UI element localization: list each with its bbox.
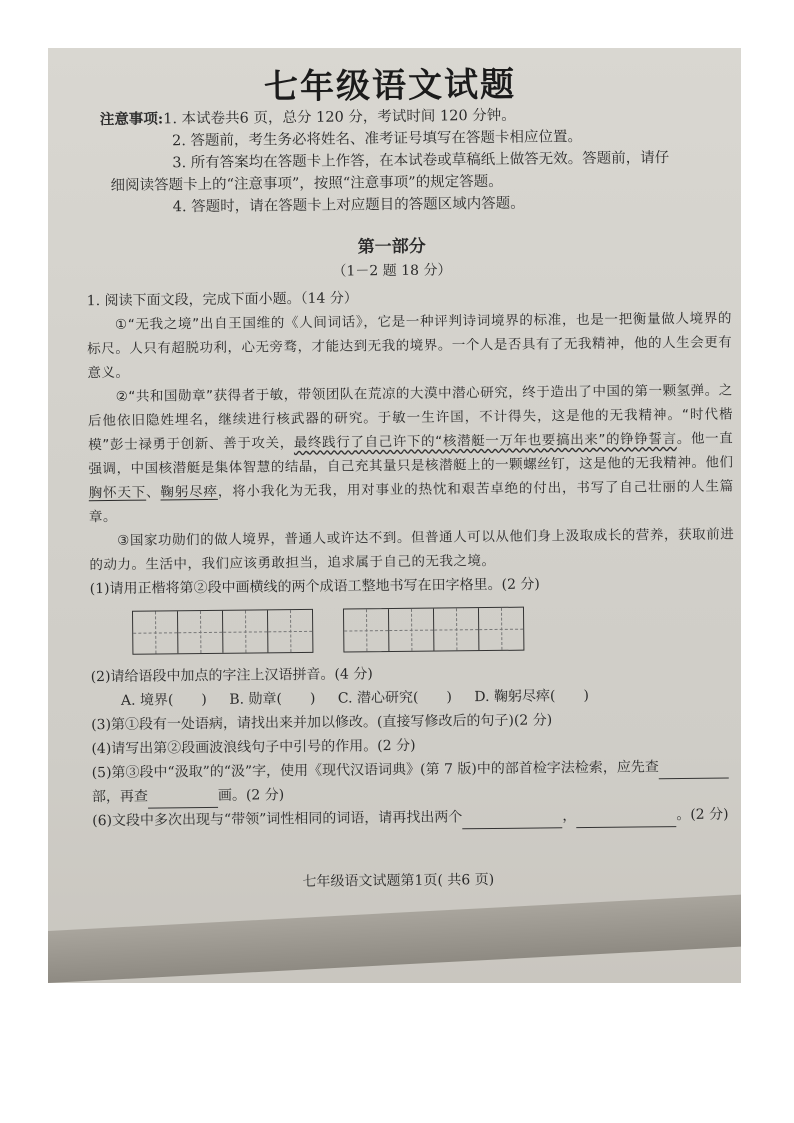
q1-paragraph-3: ③国家功勋们的做人境界，普通人或许达不到。但普通人可以从他们身上汲取成长的营养，获取前进的动力。生活中，我们应该勇敢担当，追求属于自己的无我之境。 [89,526,735,574]
grid-cell[interactable] [434,608,479,650]
notes-block [100,103,721,219]
page-footer: 七年级语文试题第1页( 共6 页) [302,871,495,890]
answer-blank-radical[interactable] [659,762,729,780]
tianzige-grids [132,604,735,654]
tianzige-grid-2[interactable] [343,607,524,653]
note-item-4: 4. 答题时，请在答题卡上对应题目的答题区域内答题。 [172,195,525,216]
note-item-3: 3. 所有答案均在答题卡上作答，在本试卷或草稿纸上做答无效。答题前，请仔 [172,150,670,172]
subq-5-text-c: 画。(2 分) [217,787,285,804]
subq-1: (1)请用正楷将第②段中画横线的两个成语工整地书写在田字格里。(2 分) [89,576,540,598]
answer-blank-word-1[interactable] [462,811,562,829]
option-c: C. 潜心研究( ) [337,689,453,707]
grid-cell[interactable] [479,608,523,650]
grid-cell[interactable] [133,611,178,653]
photo-frame [48,48,741,983]
option-d: D. 鞠躬尽瘁( ) [474,687,590,706]
p2-idiom-1: 胸怀天下 [88,484,147,502]
grid-cell[interactable] [178,611,223,653]
q1-paragraph-2 [88,378,734,529]
section-title: 第一部分 [357,236,426,258]
grid-cell[interactable] [223,610,268,652]
grid-cell[interactable] [389,609,434,651]
subq-2: (2)请给语段中加点的字注上汉语拼音。(4 分) [90,666,373,686]
notes-label: 注意事项: [99,110,164,129]
subq-5-text-a: (5)第③段中“汲取”的“汲”字，使用《现代汉语词典》(第 7 版)中的部首检字法检索，应先查 [91,759,659,782]
p2-text-a: ②“共和国勋章”获得者于敏，带领团队在荒凉的大漠中潜心研究，终于造出了中国的第一颗氢弹。之后他依旧隐姓埋名，继续进行核武器的研究。于敏一生许国，不计得失，这是他的无我精神。“时代楷模”彭士禄勇于创新、善于攻关， [87,382,734,454]
note-item-1: 1. 本试卷共6 页，总分 120 分，考试时间 120 分钟。 [163,107,516,128]
subq-6-text-c: 。(2 分) [676,806,729,824]
option-b: B. 勋章( ) [229,690,316,708]
note-item-2: 2. 答题前，考生务必将姓名、准考证号填写在答题卡相应位置。 [171,129,583,150]
subq-3: (3)第①段有一处语病，请找出来并加以修改。(直接写修改后的句子)(2 分) [91,712,553,734]
option-a: A. 境界( ) [120,691,207,709]
answer-blank-strokes[interactable] [148,791,218,809]
exam-page [48,48,741,983]
p2-idiom-2: 鞠躬尽瘁 [160,483,218,501]
subq-6-text-b: ， [562,808,577,825]
note-item-3-cont: 细阅读答题卡上的“注意事项”，按照“注意事项”的规定答题。 [110,173,503,194]
subq-4: (4)请写出第②段画波浪线句子中引号的作用。(2 分) [91,737,416,758]
subq-5-text-b: 部，再查 [91,788,149,806]
p2-text-d: ，将小我化为无我，用对事业的热忱和艰苦卓绝的付出，书写了自己壮丽的人生篇章。 [88,478,734,526]
tianzige-grid-1[interactable] [132,609,313,655]
q1-stem: 1. 阅读下面文段，完成下面小题。（14 分） [86,290,358,310]
subq-6-text-a: (6)文段中多次出现与“带领”词性相同的词语，请再找出两个 [92,809,463,830]
p2-text-c: 、 [146,484,161,501]
q1-paragraph-1: ①“无我之境”出自王国维的《人间词话》，它是一种评判诗词境界的标准，也是一把衡量做人境界的标尺。人只有超脱功利，心无旁骛，才能达到无我的境界。一个人是否具有了无我精神，他的人生会更有意义。 [87,310,733,382]
grid-cell[interactable] [268,610,312,652]
p2-text-b: 。他一直强调，中国核潜艇是集体智慧的结晶，自己充其量只是核潜艇上的一颗螺丝钉，这是他的无我精神。他们 [88,430,734,478]
p2-wavy-sentence: 最终践行了自己许下的“核潜艇一万年也要搞出来”的铮铮誓言 [293,431,677,452]
exam-title: 七年级语文试题 [263,64,517,108]
grid-cell[interactable] [344,609,389,651]
question-1 [87,282,738,833]
answer-blank-word-2[interactable] [576,810,676,828]
subq-5 [92,754,737,809]
section-subtitle: （1－2 题 18 分） [332,262,452,280]
